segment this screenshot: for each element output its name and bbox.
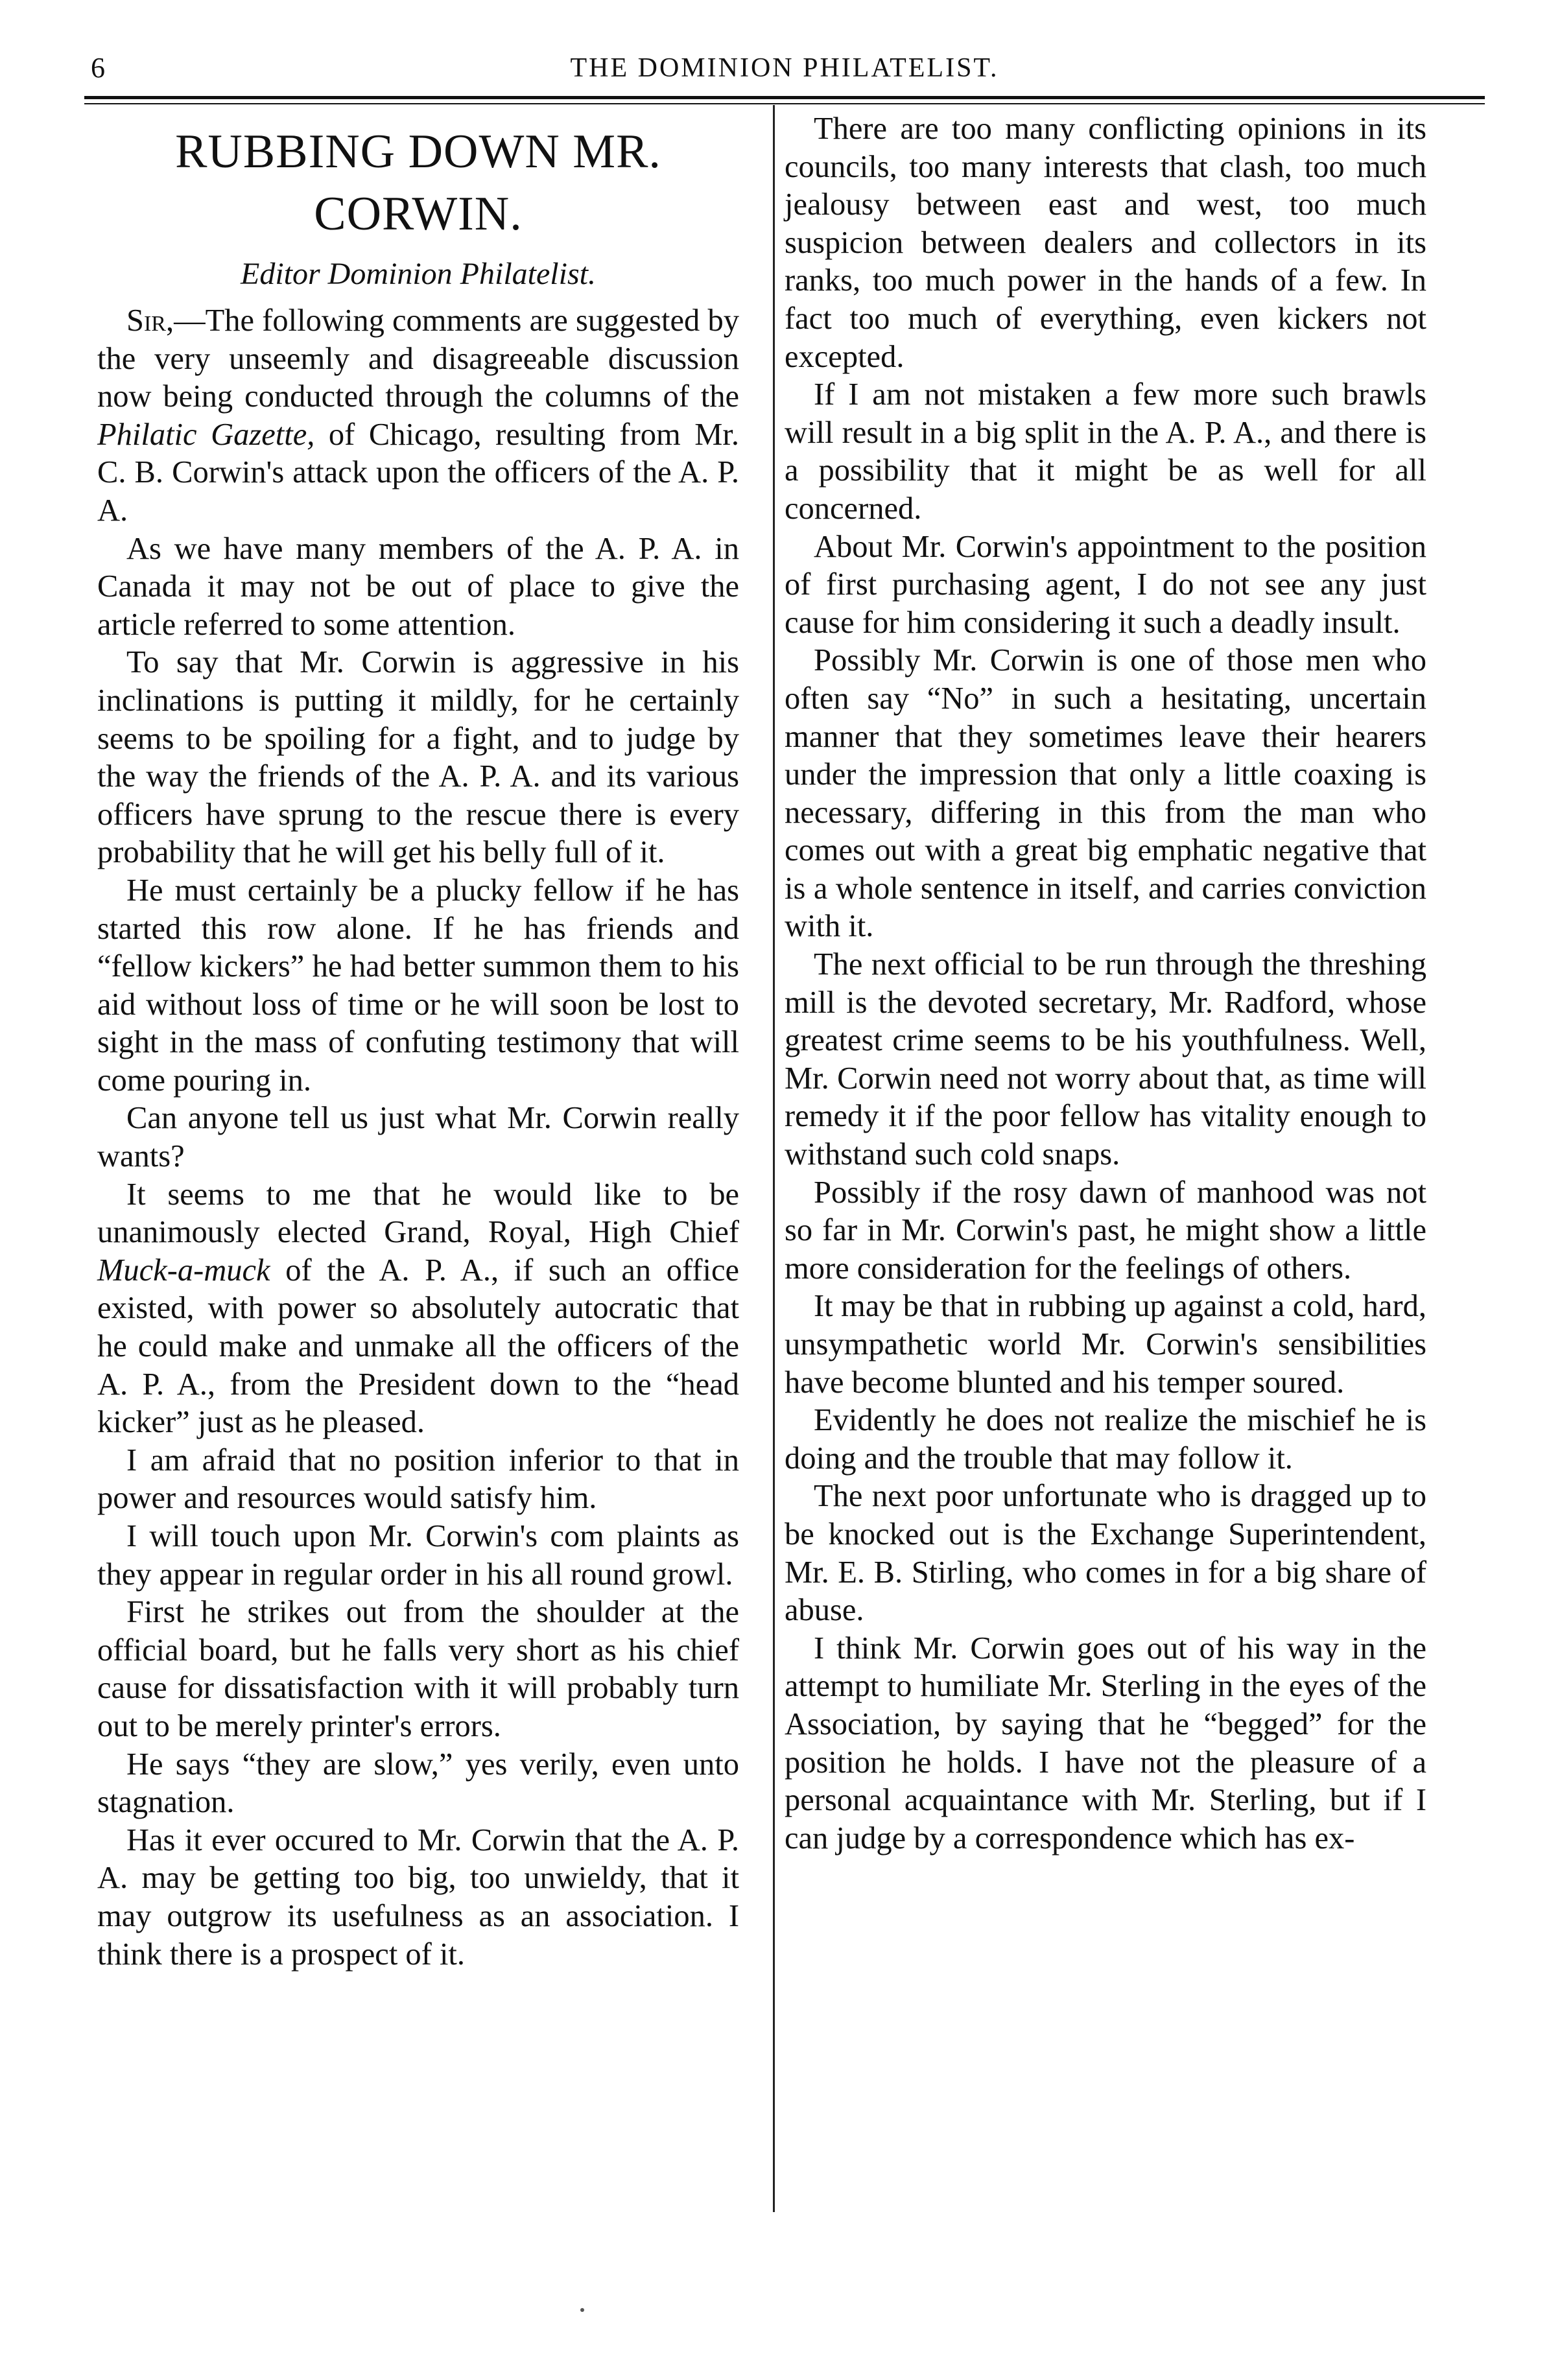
column-divider — [773, 105, 775, 2212]
header-rule-thin — [84, 103, 1485, 104]
paragraph: He must certainly be a plucky fellow if he has started this row alone. If he has friends and “fellow kickers” he had better summon them to his aid without loss of time or he will soon be lost to sight in the mass of confuting testimony that will come pouring in. — [97, 873, 739, 1098]
salutation: Sir, — [126, 303, 174, 338]
paragraph — [97, 302, 739, 530]
paragraph — [97, 1176, 739, 1442]
paragraph: As we have many members of the A. P. A. in Canada it may not be out of place to give the article referred to some attention. — [97, 531, 739, 642]
paragraph: Possibly if the rosy dawn of manhood was not so far in Mr. Corwin's past, he might show a little more consideration for the feelings of others. — [785, 1175, 1426, 1286]
paragraph: To say that Mr. Corwin is aggressive in his inclinations is putting it mildly, for he certainly seems to be spoiling for a fight, and to judge by the way the friends of the A. P. A. and its various officers have sprung to the rescue there is every probability that he will get his belly full of it. — [97, 645, 739, 870]
paragraph-text: It seems to me that he would like to be unanimously elected Grand, Royal, High Chief — [97, 1177, 739, 1250]
paragraph: He says “they are slow,” yes verily, even unto stagnation. — [97, 1747, 739, 1820]
paragraph: It may be that in rubbing up against a cold, hard, unsympathetic world Mr. Corwin's sensibilities have become blunted and his temper soured. — [785, 1289, 1426, 1400]
paragraph: There are too many conflicting opinions in its councils, too many interests that clash, too much jealousy between east and west, too much suspicion between dealers and collectors in its ranks, too much power in the hands of a few. In fact too much of everything, even kickers not excepted. — [785, 112, 1426, 374]
paragraph: Can anyone tell us just what Mr. Corwin really wants? — [97, 1101, 739, 1174]
journal-name: Philatic Gazette, — [97, 417, 315, 452]
paragraph: If I am not mistaken a few more such brawls will result in a big split in the A. P. A., and there is a possibility that it might be as well for all concerned. — [785, 377, 1426, 526]
paragraph-text: of Chicago, resulting from Mr. C. B. Corwin's attack upon the officers of the A. P. A. — [97, 417, 739, 528]
page-number: 6 — [91, 52, 105, 84]
running-head — [84, 45, 1485, 91]
paragraph: First he strikes out from the shoulder at the official board, but he falls very short as his chief cause for dissatisfaction with it will probably turn out to be merely printer's errors. — [97, 1595, 739, 1743]
paragraph: Has it ever occured to Mr. Corwin that the A. P. A. may be getting too big, too unwieldy, that it may outgrow its usefulness as an association. I think there is a prospect of it. — [97, 1822, 739, 1972]
addressee-line: Editor Dominion Philatelist. — [241, 257, 596, 291]
paragraph: I will touch upon Mr. Corwin's com plaints as they appear in regular order in his all round growl. — [97, 1519, 739, 1592]
header-rule-thick — [84, 96, 1485, 99]
paragraph-text: —The following comments are suggested by the very unseemly and disagreeable discussion now being conducted through the columns of the — [97, 303, 739, 414]
paragraph: Possibly Mr. Corwin is one of those men who often say “No” in such a hesitating, uncertain manner that they sometimes leave their hearers under the impression that only a little coaxing is necessary, differing in this from the man who comes out with a great big emphatic negative that is a whole sentence in itself, and carries conviction with it. — [785, 643, 1426, 944]
paragraph: About Mr. Corwin's appointment to the position of first purchasing agent, I do not see any just cause for him considering it such a deadly insult. — [785, 529, 1426, 640]
left-column — [97, 110, 739, 1974]
paragraph: I am afraid that no position inferior to that in power and resources would satisfy him. — [97, 1443, 739, 1516]
publication-title: THE DOMINION PHILATELIST. — [570, 53, 999, 83]
italic-term: Muck-a-muck — [97, 1253, 270, 1288]
paragraph: The next official to be run through the threshing mill is the devoted secretary, Mr. Radford, whose greatest crime seems to be his youthfulness. Well, Mr. Corwin need not worry about that, as time will remedy it if the poor fellow has vitality enough to withstand such cold snaps. — [785, 947, 1426, 1172]
print-speck — [580, 2308, 584, 2312]
paragraph: I think Mr. Corwin goes out of his way in the attempt to humiliate Mr. Sterling in the eyes of the Association, by saying that he “begged” for the position he holds. I have not the pleasure of a personal acquaintance with Mr. Sterling, but if I can judge by a correspondence which has ex- — [785, 1631, 1426, 1856]
paragraph: The next poor unfortunate who is dragged up to be knocked out is the Exchange Superintendent, Mr. E. B. Stirling, who comes in for a big share of abuse. — [785, 1479, 1426, 1628]
paragraph-text: of the A. P. A., if such an office existed, with power so absolutely autocratic that he could make and unmake all the officers of the A. P. A., from the President down to the “head kicker” just as he pleased. — [97, 1253, 739, 1440]
article-title: RUBBING DOWN MR. CORWIN. — [175, 125, 661, 241]
paragraph: Evidently he does not realize the mischief he is doing and the trouble that may follow it. — [785, 1403, 1426, 1476]
right-column — [785, 110, 1426, 1857]
